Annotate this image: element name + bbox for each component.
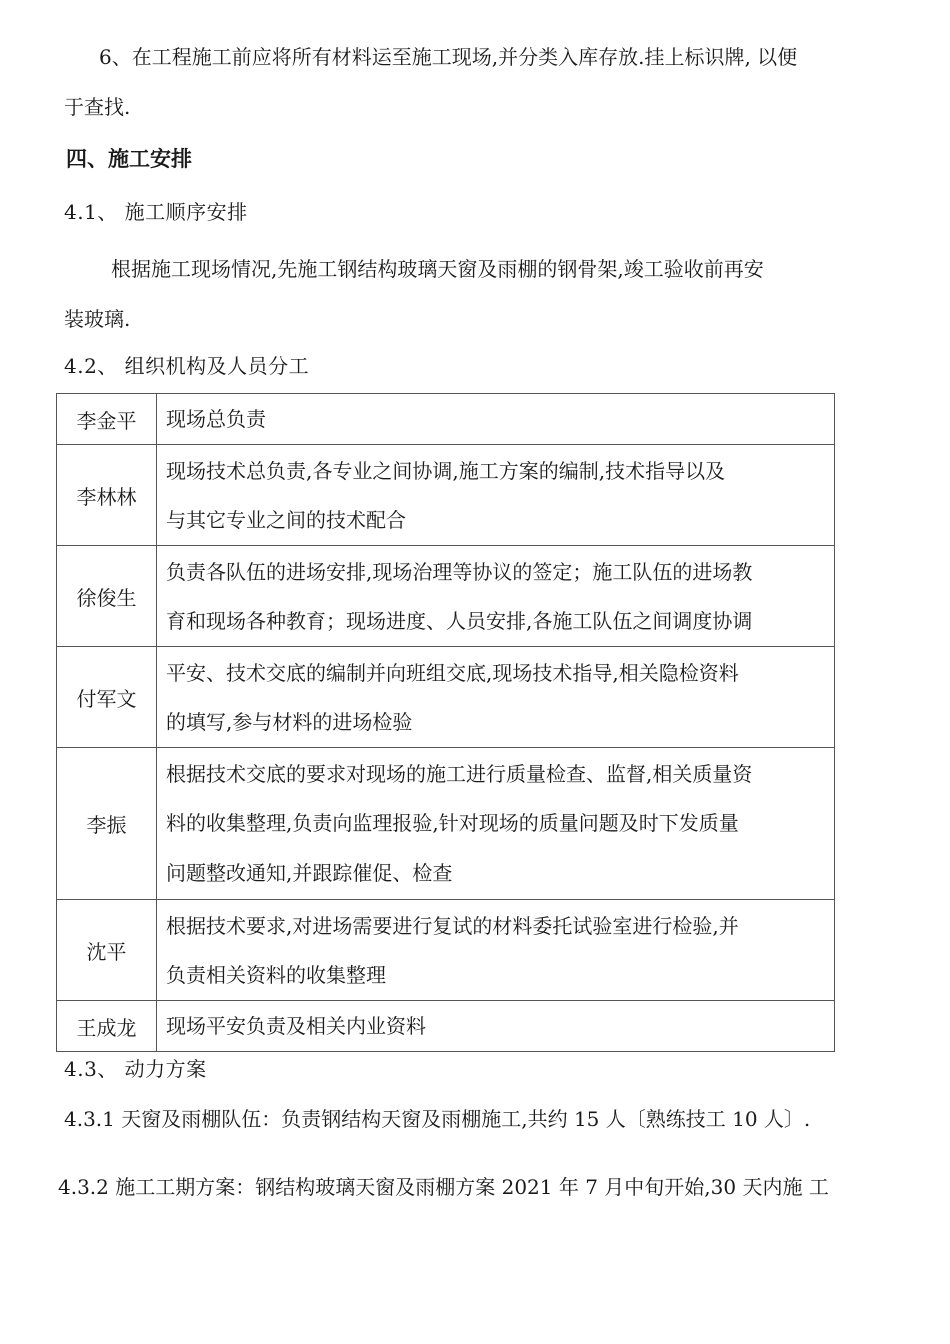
staff-row	[57, 1001, 835, 1052]
staff-row	[57, 394, 835, 445]
staff-duty-line: 根据技术交底的要求对现场的施工进行质量检查、监督,相关质量资	[166, 762, 753, 786]
staff-duty-line: 负责相关资料的收集整理	[166, 963, 386, 987]
staff-duty	[157, 748, 835, 900]
item6-line1: 6、在工程施工前应将所有材料运至施工现场,并分类入库存放.挂上标识牌, 以便	[99, 45, 798, 69]
staff-name: 徐俊生	[57, 546, 157, 647]
staff-row	[57, 445, 835, 546]
section43-heading: 4.3、 动力方案	[64, 1057, 207, 1081]
staff-duty	[157, 445, 835, 546]
staff-duty	[157, 394, 835, 445]
staff-name: 李林林	[57, 445, 157, 546]
section41-line2: 装玻璃.	[64, 307, 131, 331]
staff-name: 沈平	[57, 900, 157, 1001]
staff-duty	[157, 1001, 835, 1052]
staff-row	[57, 900, 835, 1001]
staff-duty-line: 问题整改通知,并跟踪催促、检查	[166, 861, 453, 885]
staff-duty	[157, 546, 835, 647]
staff-row	[57, 647, 835, 748]
staff-duty-line: 现场技术总负责,各专业之间协调,施工方案的编制,技术指导以及	[166, 459, 726, 483]
staff-duty-line: 育和现场各种教育；现场进度、人员安排,各施工队伍之间调度协调	[166, 609, 753, 633]
staff-duty	[157, 900, 835, 1001]
staff-duty-line: 现场平安负责及相关内业资料	[166, 1014, 426, 1038]
staff-row	[57, 748, 835, 900]
staff-duty-line: 与其它专业之间的技术配合	[166, 508, 406, 532]
staff-duty-line: 负责各队伍的进场安排,现场治理等协议的签定；施工队伍的进场教	[166, 560, 753, 584]
section41-heading: 4.1、 施工顺序安排	[64, 200, 248, 224]
section4-heading: 四、施工安排	[66, 147, 192, 171]
staff-duty-line: 的填写,参与材料的进场检验	[166, 710, 413, 734]
staff-duty-line: 根据技术要求,对进场需要进行复试的材料委托试验室进行检验,并	[166, 914, 739, 938]
section431-text: 4.3.1 天窗及雨棚队伍：负责钢结构天窗及雨棚施工,共约 15 人〔熟练技工 10 人〕.	[64, 1107, 811, 1131]
staff-assignment-table	[56, 393, 835, 1052]
staff-duty-line: 料的收集整理,负责向监理报验,针对现场的质量问题及时下发质量	[166, 811, 739, 835]
staff-name: 王成龙	[57, 1001, 157, 1052]
staff-duty-line: 现场总负责	[166, 407, 266, 431]
staff-duty-line: 平安、技术交底的编制并向班组交底,现场技术指导,相关隐检资料	[166, 661, 739, 685]
staff-row	[57, 546, 835, 647]
staff-name: 付军文	[57, 647, 157, 748]
staff-name: 李振	[57, 748, 157, 900]
staff-duty	[157, 647, 835, 748]
section41-line1: 根据施工现场情况,先施工钢结构玻璃天窗及雨棚的钢骨架,竣工验收前再安	[111, 257, 764, 281]
item6-line2: 于查找.	[64, 95, 131, 119]
section42-heading: 4.2、 组织机构及人员分工	[64, 354, 310, 378]
section432-text: 4.3.2 施工工期方案：钢结构玻璃天窗及雨棚方案 2021 年 7 月中旬开始,30 天内施 工	[58, 1175, 829, 1199]
staff-name: 李金平	[57, 394, 157, 445]
